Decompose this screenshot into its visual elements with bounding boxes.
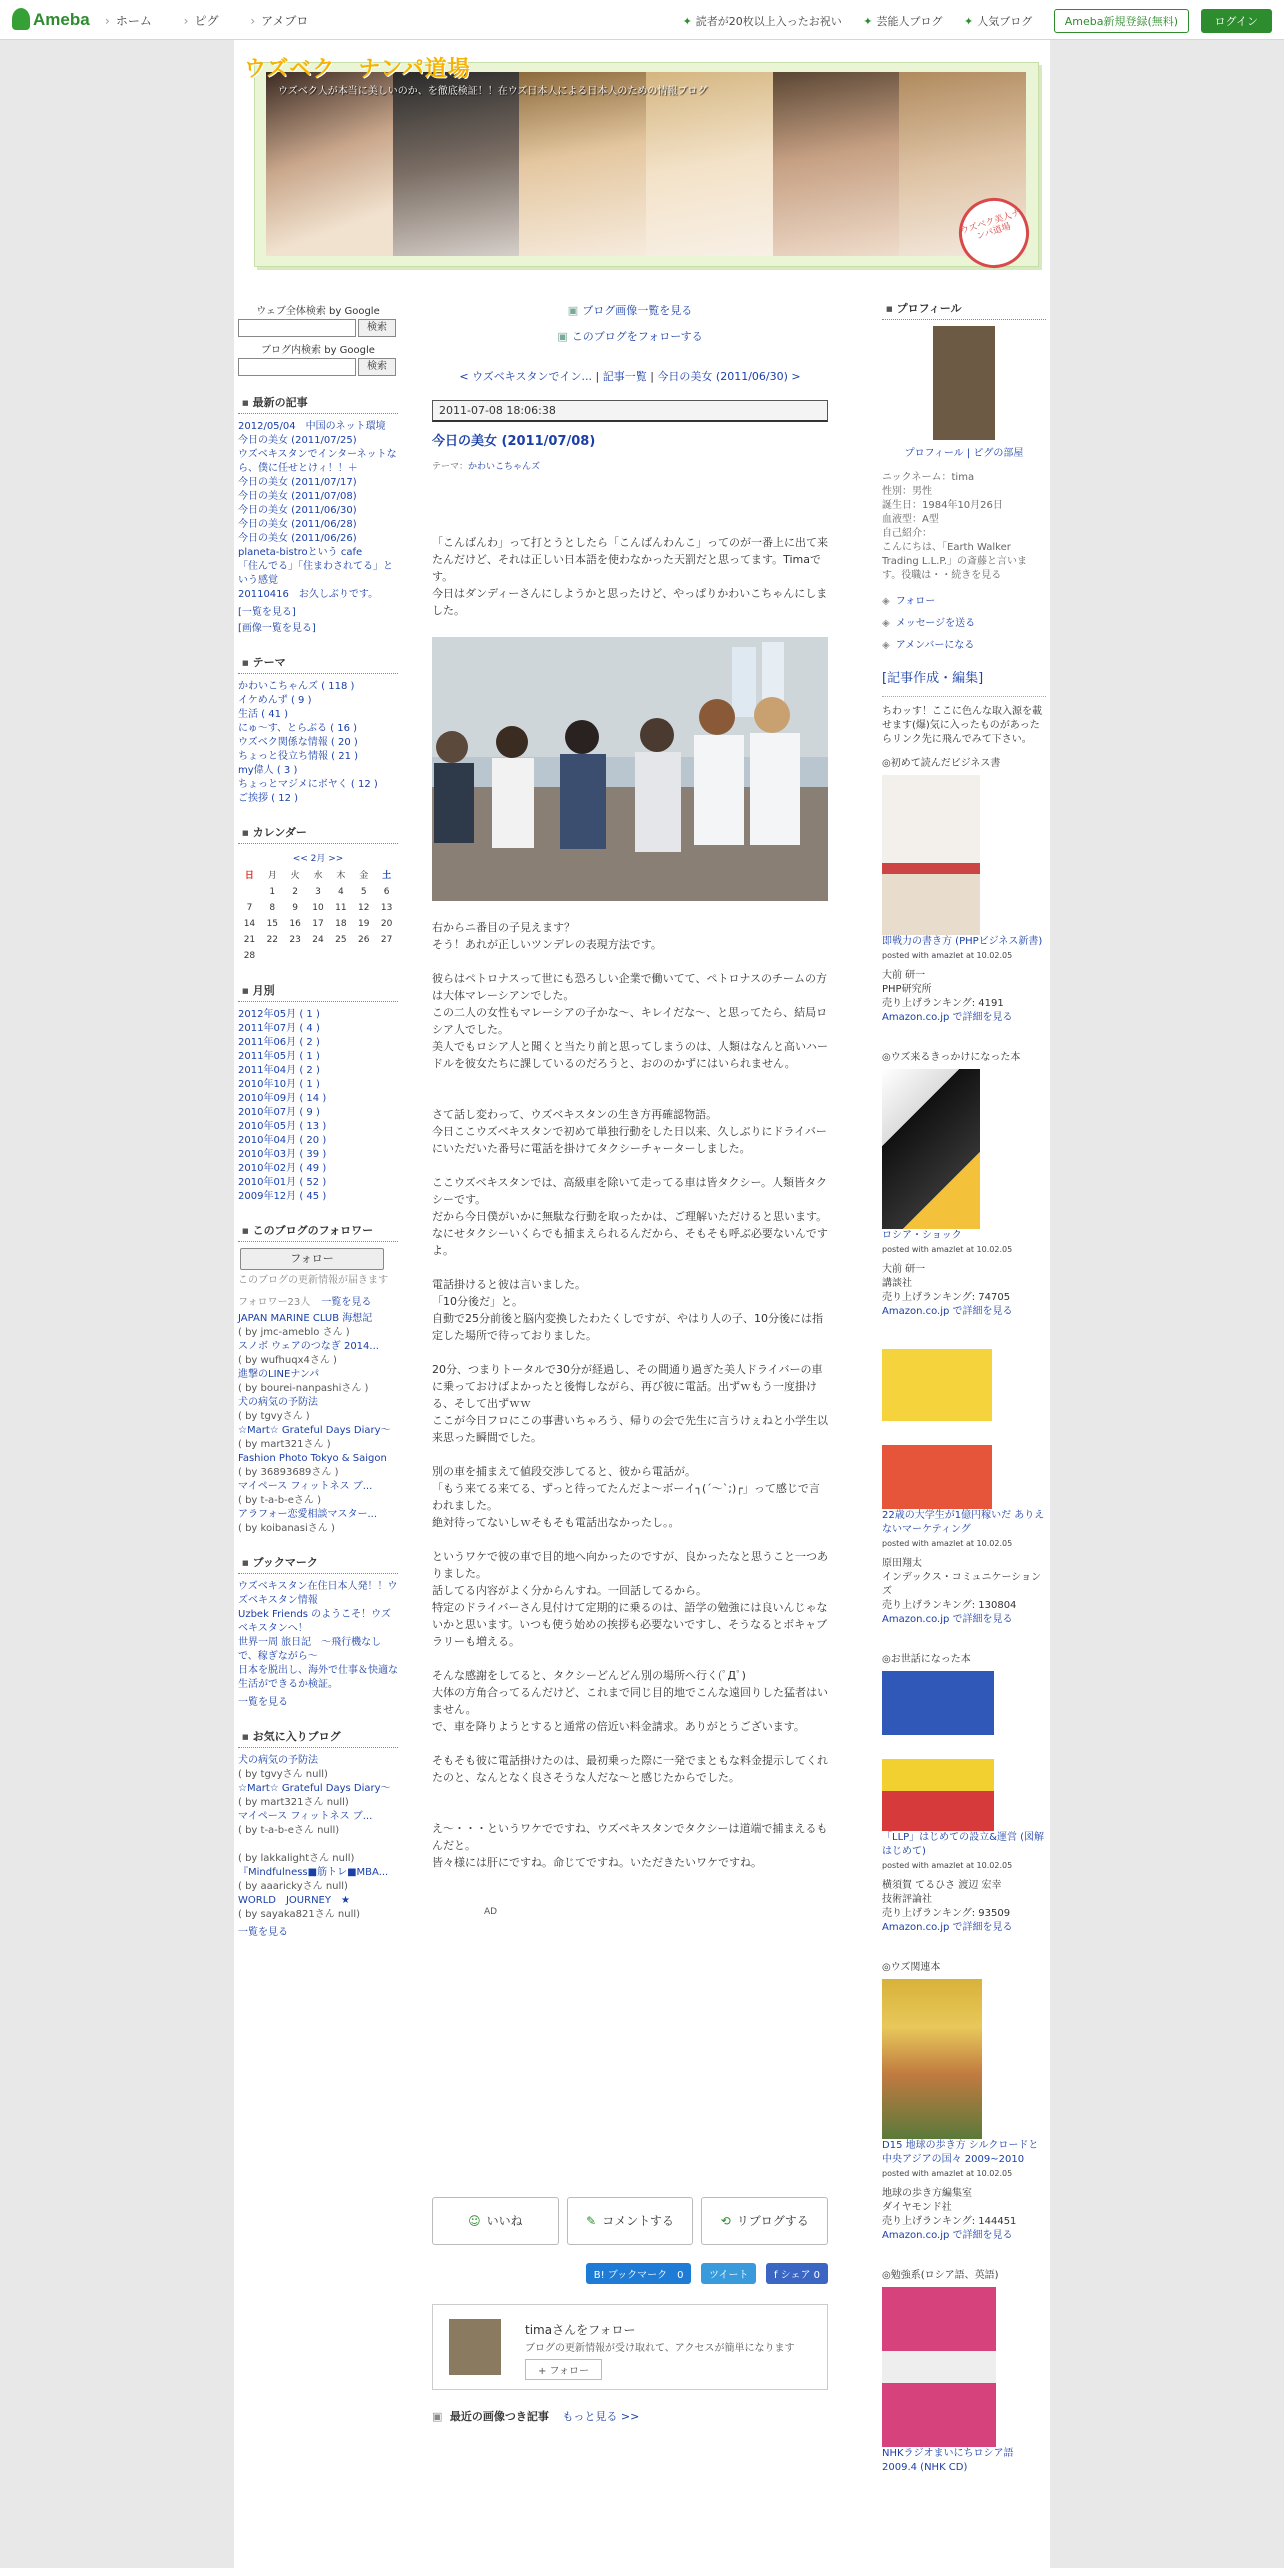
theme-item[interactable]: かわいこちゃんズ ( 118 ) xyxy=(238,681,355,692)
amazon-detail-link[interactable]: Amazon.co.jp で詳細を見る xyxy=(882,1012,1013,1023)
article-paragraph: 電話掛けると彼は言いました。 xyxy=(432,1278,586,1291)
theme-item[interactable]: にゅ～す、とらぶる ( 16 ) xyxy=(238,723,358,734)
profile-blood: 血液型：A型 xyxy=(882,514,939,525)
blog-search-button[interactable]: 検索 xyxy=(358,358,396,376)
calendar-week: 21 22 23 24 25 26 27 xyxy=(243,935,393,945)
favorites-list: 犬の病気の予防法 ( by tgvyさん null) ☆Mart☆ Grateful Days Diary〜 ( by mart321さん null) マイペース フィットネス ブ... ( by t-a-b-eさん null) ( by lakkalightさん null) 『Mindfulness■筋トレ■MBA... ( by aaarickyさん null) WORLD JOURNEY ★ ( by sayaka821さん null) 一覧を見る xyxy=(238,1754,398,1940)
paragraph-gap xyxy=(432,1072,828,1089)
book-section: ◎ウズ関連本 xyxy=(882,1962,941,1973)
paragraph-gap xyxy=(432,1259,828,1276)
blog-search-input[interactable] xyxy=(238,358,356,376)
favorite-name[interactable]: マイペース フィットネス ブ... xyxy=(238,1811,373,1822)
like-button[interactable]: ☺ いいね xyxy=(432,2197,559,2245)
next-article-link[interactable]: 今日の美女 (2011/06/30) > xyxy=(657,370,801,383)
calendar xyxy=(238,850,398,964)
article-paragraph: 彼らはペトロナスって世にも恐ろしい企業で働いてて、ペトロナスのチームの方は大体マレーシアンでした。 xyxy=(432,972,828,1002)
follower-name[interactable]: JAPAN MARINE CLUB 海想記 xyxy=(238,1313,373,1324)
popular-blog-link[interactable]: ✦ 人気ブログ xyxy=(964,15,1032,28)
favorite-name[interactable] xyxy=(238,1838,398,1852)
facebook-share-button[interactable]: f シェア 0 xyxy=(766,2263,828,2284)
article-paragraph: ここが今日フロにこの事書いちゃろう、帰りの会で先生に言うけぇねと小学生以来思った瞬間でした。 xyxy=(432,1414,828,1444)
article-paragraph: 皆々様には肝にですね。命じてですね。いただきたいワケですね。 xyxy=(432,1856,762,1869)
recent-item[interactable]: 今日の美女 (2011/07/25) xyxy=(238,435,357,446)
article-actions xyxy=(432,2197,828,2245)
article-paragraph: え～・・・というワケでですね、ウズベキスタンでタクシーは道端で捕まえるもんだと。 xyxy=(432,1822,828,1852)
prev-article-link[interactable]: < ウズベキスタンでイン... xyxy=(459,370,593,383)
profile-heading: ■ プロフィール xyxy=(882,298,1046,320)
comment-button[interactable]: ✎ コメントする xyxy=(567,2197,694,2245)
follower-name[interactable]: ☆Mart☆ Grateful Days Diary〜 xyxy=(238,1425,391,1436)
sidebar-follow-button[interactable]: フォロー xyxy=(240,1248,384,1270)
book-cover[interactable] xyxy=(882,1671,994,1831)
author-follow-button[interactable]: + フォロー xyxy=(525,2359,602,2380)
article-paragraph: 今日ここウズベキスタンで初めて単独行動をした日以来、久しぶりにドライバーにいただいた番号に電話を掛けてタクシーチャーターしました。 xyxy=(432,1125,827,1155)
theme-item[interactable]: ちょっとマジメにボヤく ( 12 ) xyxy=(238,779,378,790)
blog-search-label: ブログ内検索 by Google xyxy=(261,345,375,356)
article-theme: テーマ：かわいこちゃんズ xyxy=(432,462,541,472)
web-search xyxy=(238,319,398,337)
become-amember-link[interactable]: ◈ アメンバーになる xyxy=(882,635,1046,657)
book-cover[interactable] xyxy=(882,2287,996,2447)
profile-actions xyxy=(882,591,1046,657)
book-cover[interactable] xyxy=(882,1979,982,2139)
article-photo[interactable] xyxy=(432,637,828,901)
book-title[interactable]: ロシア・ショック xyxy=(882,1230,962,1241)
recent-item[interactable]: 今日の美女 (2011/07/17) xyxy=(238,477,357,488)
global-header xyxy=(0,0,1284,40)
bookmark-item[interactable]: 日本を脱出し、海外で仕事＆快適な生活ができるか検証。 xyxy=(238,1665,398,1690)
monthly-list xyxy=(238,1008,398,1204)
celebrity-blog-link[interactable]: ✦ 芸能人ブログ xyxy=(863,15,942,28)
book-cover[interactable] xyxy=(882,1069,980,1229)
monthly-item[interactable]: 2009年12月 ( 45 ) xyxy=(238,1191,327,1202)
amazon-detail-link[interactable]: Amazon.co.jp で詳細を見る xyxy=(882,1614,1013,1625)
book-cover[interactable] xyxy=(882,1349,992,1509)
monthly-item[interactable]: 2011年05月 ( 1 ) xyxy=(238,1051,320,1062)
amazon-detail-link[interactable]: Amazon.co.jp で詳細を見る xyxy=(882,1922,1013,1933)
blog-header xyxy=(234,40,1050,280)
article-column xyxy=(432,298,828,2424)
recent-item[interactable]: planeta-bistroという cafe xyxy=(238,547,363,558)
author-avatar[interactable] xyxy=(449,2319,501,2375)
ad-label: AD xyxy=(484,1907,498,1917)
author-follow-box xyxy=(432,2304,828,2390)
calendar-week: 28 xyxy=(243,951,256,961)
paragraph-gap xyxy=(432,1344,828,1361)
article-paragraph: 今日はダンディーさんにしようかと思ったけど、やっぱりかわいこちゃんにしました。 xyxy=(432,587,828,617)
send-message-link[interactable]: ◈ メッセージを送る xyxy=(882,613,1046,635)
amazon-detail-link[interactable]: Amazon.co.jp で詳細を見る xyxy=(882,1306,1013,1317)
recent-item[interactable]: 今日の美女 (2011/07/08) xyxy=(238,491,357,502)
bookmark-item[interactable]: ウズベキスタン在住日本人発！！ウズベキスタン情報 xyxy=(238,1581,398,1606)
blog-subtitle: ウズベク人が本当に美しいのか、を徹底検証！！在ウズ日本人による日本人のための情報ブログ xyxy=(278,86,708,97)
followers-count: フォロワー23人 xyxy=(238,1297,311,1308)
paragraph-gap xyxy=(432,1803,828,1820)
create-edit-link[interactable]: [記事作成・編集] xyxy=(882,671,984,686)
paragraph-gap xyxy=(432,953,828,970)
article-paragraph: そう！あれが正しいツンデレの表現方法です。 xyxy=(432,938,662,951)
calendar-header: 日 月 火 水 木 金 土 xyxy=(244,871,392,881)
article-paragraph: で、車を降りようとすると通常の倍近い料金請求。ありがとうございます。 xyxy=(432,1720,805,1733)
recent-item[interactable]: 今日の美女 (2011/06/26) xyxy=(238,533,357,544)
recent-item[interactable]: 今日の美女 (2011/06/30) xyxy=(238,505,357,516)
followers-count-row xyxy=(238,1293,398,1308)
recent-more-link[interactable]: [一覧を見る] xyxy=(238,607,296,618)
article-paragraph: 「こんばんわ」って打とうとしたら「こんばんわんこ」ってのが一番上に出て来たんだけど、それは正しい日本語を使わなかった天罰だと思ってます。Timaです。 xyxy=(432,536,828,583)
theme-item[interactable]: 生活 ( 41 ) xyxy=(238,709,289,720)
article-title[interactable]: 今日の美女 (2011/07/08) xyxy=(432,434,596,449)
header-badge: ウズベク美人ナンパ道場 xyxy=(950,189,1038,277)
monthly-item[interactable]: 2012年05月 ( 1 ) xyxy=(238,1009,320,1020)
calendar-week: 1 2 3 4 5 6 xyxy=(269,887,390,897)
follower-name[interactable]: 進撃のLINEナンパ xyxy=(238,1369,320,1380)
article-paragraph: だから今日僕がいかに無駄な行動を取ったかは、ご理解いただけると思います。なにせタクシーいくらでも捕まえられるんだから、そもそも呼ぶ必要ないんですよ。 xyxy=(432,1210,828,1257)
blog-search xyxy=(238,358,398,376)
follower-name[interactable]: Fashion Photo Tokyo & Saigon xyxy=(238,1453,387,1464)
followers-list-link[interactable]: 一覧を見る xyxy=(321,1297,372,1308)
calendar-nav[interactable]: << 2月 >> xyxy=(292,854,344,864)
paragraph-gap xyxy=(432,1786,828,1803)
profile-photo[interactable] xyxy=(933,326,995,440)
article-paragraph: 右からニ番目の子見えます？ xyxy=(432,921,575,934)
book-cover[interactable] xyxy=(882,775,980,935)
follower-name[interactable]: アラフォー恋愛相談マスター... xyxy=(238,1509,378,1520)
article-paragraph: そもそも彼に電話掛けたのは、最初乗った際に一発でまともな料金提示してくれたのと、なんとなく良さそうな人だな～と感じたからでした。 xyxy=(432,1754,828,1784)
article-index-link[interactable]: 記事一覧 xyxy=(602,370,647,383)
header-photo xyxy=(519,72,646,256)
follower-name[interactable]: スノボ ウェアのつなぎ 2014... xyxy=(238,1341,379,1352)
book-section: ◎ウズ来るきっかけになった本 xyxy=(882,1052,1021,1063)
monthly-item[interactable]: 2010年04月 ( 20 ) xyxy=(238,1135,327,1146)
tweet-button[interactable]: ツイート xyxy=(701,2263,757,2284)
theme-heading: ■ テーマ xyxy=(238,652,398,674)
header-photo xyxy=(773,72,900,256)
article-top-links xyxy=(432,298,828,350)
paragraph-gap xyxy=(432,1531,828,1548)
sidebar-note: ちわッす！ここに色んな取入源を載せます(爆)気に入ったものがあったらリンク先に飛んでみて下さい。 xyxy=(882,696,1046,747)
right-sidebar xyxy=(882,298,1046,2475)
monthly-item[interactable]: 2011年06月 ( 2 ) xyxy=(238,1037,320,1048)
monthly-item[interactable]: 2010年09月 ( 14 ) xyxy=(238,1093,327,1104)
book-section: ◎勉強系(ロシア語、英語) xyxy=(882,2270,999,2281)
article-paragraph: 別の車を捕まえて値段交渉してると、彼から電話が。 xyxy=(432,1465,696,1478)
article-paragraph: 「もう来てる来てる、ずっと待ってたんだよ～ボーイ┐(´～`;)┌」って感じで言われました。 xyxy=(432,1482,820,1512)
paragraph-gap xyxy=(432,1650,828,1667)
monthly-item[interactable]: 2010年03月 ( 39 ) xyxy=(238,1149,327,1160)
monthly-item[interactable]: 2010年10月 ( 1 ) xyxy=(238,1079,320,1090)
recent-image-articles xyxy=(432,2408,828,2424)
celebration-link[interactable]: ✦ 読者が20枚以上入ったお祝い xyxy=(683,15,842,28)
book-section: ◎お世話になった本 xyxy=(882,1654,971,1665)
article-paragraph: 話してる内容がよく分からんすね。一回話してるから。 xyxy=(432,1584,707,1597)
article-date: 2011-07-08 18:06:38 xyxy=(432,400,828,422)
bookmark-list xyxy=(238,1580,398,1710)
monthly-item[interactable]: 2010年07月 ( 9 ) xyxy=(238,1107,320,1118)
follow-blog-link[interactable]: ▣ このブログをフォローする xyxy=(432,324,828,350)
header-right xyxy=(683,9,1272,33)
favorites-more-link[interactable]: 一覧を見る xyxy=(238,1927,288,1938)
article-paragraph: 自動で25分前後と脳内変換したわたくしですが、やはり人の子、10分後には指定した場所で待っておりました。 xyxy=(432,1312,823,1342)
reblog-button[interactable]: ⟲ リブログする xyxy=(701,2197,828,2245)
author-follow-title: timaさんをフォロー xyxy=(525,2323,636,2337)
theme-item[interactable]: イケめんず ( 9 ) xyxy=(238,695,312,706)
profile-follow-link[interactable]: ◈ フォロー xyxy=(882,591,1046,613)
profile-links[interactable]: プロフィール | ピグの部屋 xyxy=(904,448,1024,459)
recent-heading: ■ 最新の記事 xyxy=(238,392,398,414)
article-paragraph: 美人でもロシア人と聞くと当たり前と思ってしまうのは、人類はなんと高いハードルを彼女たちに課しているのだろうと、おののかずにはいられません。 xyxy=(432,1040,828,1070)
ad-area xyxy=(432,1917,828,2197)
book-title[interactable]: 即戦力の書き方 (PHPビジネス新書) xyxy=(882,936,1043,947)
theme-item[interactable]: ご挨拶 ( 12 ) xyxy=(238,793,299,804)
web-search-button[interactable]: 検索 xyxy=(358,319,396,337)
article-paragraph: ここウズベキスタンでは、高級車を除いて走ってる車は皆タクシー。人類皆タクシーです。 xyxy=(432,1176,828,1206)
paragraph-gap xyxy=(432,1446,828,1463)
profile-gender: 性別：男性 xyxy=(882,486,932,497)
article-paragraph: そんな感謝をしてると、タクシーどんどん別の場所へ行く(ﾟДﾟ) xyxy=(432,1669,746,1682)
calendar-week: 14 15 16 17 18 19 20 xyxy=(243,919,393,929)
article-paragraph: 大体の方角合ってるんだけど、これまで同じ目的地でこんな遠回りした猛者はいません。 xyxy=(432,1686,828,1716)
web-search-input[interactable] xyxy=(238,319,356,337)
ameba-logo[interactable]: Ameba xyxy=(12,8,90,30)
left-sidebar xyxy=(238,298,398,1940)
article-paragraph: さて話し変わって、ウズベキスタンの生き方再確認物語。 xyxy=(432,1108,718,1121)
monthly-item[interactable]: 2011年04月 ( 2 ) xyxy=(238,1065,320,1076)
article-paragraph: 特定のドライバーさん見付けて定期的に乗るのは、語学の勉強には良いんじゃないかと思います。いつも使う始めの挨拶も必要ないですし、そうなるとボキャブラリーも増える。 xyxy=(432,1601,828,1648)
image-list-link[interactable]: [画像一覧を見る] xyxy=(238,623,316,634)
article-paragraph: 「10分後だ」と。 xyxy=(432,1295,523,1308)
calendar-heading: ■ カレンダー xyxy=(238,822,398,844)
favorite-name[interactable]: 犬の病気の予防法 xyxy=(238,1755,318,1766)
recent-item[interactable]: 20110416 お久しぶりです。 xyxy=(238,589,379,600)
theme-item[interactable]: my偉人 ( 3 ) xyxy=(238,765,298,776)
recent-item[interactable]: 今日の美女 (2011/06/28) xyxy=(238,519,357,530)
theme-item[interactable]: ちょっと役立ち情報 ( 21 ) xyxy=(238,751,359,762)
article-paragraph: この二人の女性もマレーシアの子かな～、キレイだな～、と思ってたら、結局ロシア人でした。 xyxy=(432,1006,828,1036)
calendar-week: 7 8 9 10 11 12 13 xyxy=(246,903,393,913)
article-pager: < ウズベキスタンでイン... | 記事一覧 | 今日の美女 (2011/06/30) > xyxy=(459,370,801,383)
social-buttons xyxy=(432,2263,828,2284)
profile-intro-label: 自己紹介： xyxy=(882,528,932,539)
amazon-widget: ◎初めて読んだビジネス書 即戦力の書き方 (PHPビジネス新書) posted with amazlet at 10.02.05 大前 研一 PHP研究所 売り上げランキング: 4191 Amazon.co.jp で詳細を見る ◎ウズ来るきっかけになった本 ロシア・ショック posted with amazlet at 10.02.05 大前 研一 講談社 売り上げランキング: 74705 Amazon.co.jp で詳細を見る 22歳の大学生が1億円稼いだ ありえないマーケティング posted with amazlet at 10.02.05 原田翔太 インデックス・コミュニケーションズ 売り上げランキング: 130804 Amazon.co.jp で詳細を見る ◎お世話になった本 「LLP」はじめての設立&運営 (図解はじめて) posted with amazlet at 10.02.05 横須賀 てるひさ 渡辺 宏幸 技術評論社 売り上げランキング: 93509 Amazon.co.jp で詳細を見る ◎ウズ関連本 D15 地球の歩き方 シルクロードと中央アジアの国々 2009~2010 posted with amazlet at 10.02.05 地球の歩き方編集室 ダイヤモンド社 売り上げランキング: 144451 Amazon.co.jp で詳細を見る ◎勉強系(ロシア語、英語) NHKラジオまいにちロシア語 2009.4 (NHK CD) xyxy=(882,758,1045,2473)
profile-birthday: 誕生日：1984年10月26日 xyxy=(882,500,1003,511)
paragraph-gap xyxy=(432,1089,828,1106)
article-paragraph: 20分、つまりトータルで30分が経過し、その間通り過ぎた美人ドライバーの車に乗っておけばよかったと後悔しながら、再び彼に電話。出ずｗもう一度掛ける、そして出ずｗｗ xyxy=(432,1363,823,1410)
header-photo xyxy=(266,72,393,256)
favorite-name[interactable]: ☆Mart☆ Grateful Days Diary〜 xyxy=(238,1783,391,1794)
followers-note: このブログの更新情報が届きます xyxy=(238,1275,388,1286)
nav-ameblo-link[interactable]: › アメブロ xyxy=(250,14,308,28)
monthly-item[interactable]: 2011年07月 ( 4 ) xyxy=(238,1023,320,1034)
theme-item[interactable]: ウズベク関係な情報 ( 20 ) xyxy=(238,737,358,748)
book-title[interactable]: NHKラジオまいにちロシア語 2009.4 (NHK CD) xyxy=(882,2448,1014,2473)
recent-item[interactable]: 「住んでる」「住まわされてる」という感覚 xyxy=(238,561,393,586)
header-photo xyxy=(646,72,773,256)
bookmark-more-link[interactable]: 一覧を見る xyxy=(238,1697,288,1708)
nav-home-link[interactable]: › ホーム xyxy=(105,14,152,28)
article-theme-link[interactable]: かわいこちゃんズ xyxy=(468,462,541,472)
comment-icon: ✎ xyxy=(586,2214,597,2228)
image-article-icon: ▣ xyxy=(432,2410,443,2423)
amazon-detail-link[interactable]: Amazon.co.jp で詳細を見る xyxy=(882,2230,1013,2241)
blog-page xyxy=(234,40,1050,2568)
smile-icon: ☺ xyxy=(468,2214,481,2228)
followers-heading: ■ このブログのフォロワー xyxy=(238,1220,398,1242)
article-paragraph: 絶対待ってないしｗそもそも電話出なかったし。。 xyxy=(432,1516,680,1529)
recent-images-heading: 最近の画像つき記事 xyxy=(449,2410,549,2423)
profile-details xyxy=(882,471,1046,583)
book-title[interactable]: D15 地球の歩き方 シルクロードと中央アジアの国々 2009~2010 xyxy=(882,2140,1039,2165)
header-photo xyxy=(393,72,520,256)
follower-name[interactable]: マイペース フィットネス ブ... xyxy=(238,1481,373,1492)
blog-title[interactable]: ウズベク ナンパ道場 xyxy=(244,57,471,82)
paragraph-gap xyxy=(432,1157,828,1174)
ameba-mark-icon xyxy=(12,8,30,30)
theme-list xyxy=(238,680,398,806)
hatena-bookmark-button[interactable]: B! ブックマーク 0 xyxy=(586,2263,692,2284)
monthly-item[interactable]: 2010年05月 ( 13 ) xyxy=(238,1121,327,1132)
author-follow-desc: ブログの更新情報が受け取れて、アクセスが簡単になります xyxy=(525,2343,795,2354)
bookmark-heading: ■ ブックマーク xyxy=(238,1552,398,1574)
monthly-item[interactable]: 2010年01月 ( 52 ) xyxy=(238,1177,327,1188)
favorite-name[interactable]: 『Mindfulness■筋トレ■MBA... xyxy=(238,1867,389,1878)
book-section: ◎初めて読んだビジネス書 xyxy=(882,758,1001,769)
book-title[interactable]: 22歳の大学生が1億円稼いだ ありえないマーケティング xyxy=(882,1510,1045,1535)
web-search-label: ウェブ全体検索 by Google xyxy=(256,306,380,317)
recent-list xyxy=(238,420,398,636)
article-body-continued xyxy=(432,919,828,1871)
monthly-heading: ■ 月別 xyxy=(238,980,398,1002)
recent-item[interactable]: ウズベキスタンでインターネットなら、僕に任せとけィ！！＋ xyxy=(238,449,397,474)
blog-image-list-link[interactable]: ▣ ブログ画像一覧を見る xyxy=(432,298,828,324)
paragraph-gap xyxy=(432,1735,828,1752)
reblog-icon: ⟲ xyxy=(720,2214,731,2228)
bookmark-item[interactable]: Uzbek Friends のようこそ！ウズベキスタンへ！ xyxy=(238,1609,391,1634)
profile-intro: こんにちは、「Earth Walker Trading L.L.P.」の斎藤と言います。役職は・・続きを見る xyxy=(882,542,1028,581)
recent-images-more-link[interactable]: もっと見る >> xyxy=(562,2410,640,2423)
profile-nickname: ニックネーム：tima xyxy=(882,472,975,483)
recent-item[interactable]: 2012/05/04 中国のネット環境 xyxy=(238,421,386,432)
favorite-name[interactable]: WORLD JOURNEY ★ xyxy=(238,1895,350,1906)
favorites-heading: ■ お気に入りブログ xyxy=(238,1726,398,1748)
global-nav xyxy=(105,12,336,29)
header-photos xyxy=(266,72,1026,256)
bookmark-item[interactable]: 世界一周 旅日記 ～飛行機なしで、稼ぎながら～ xyxy=(238,1637,382,1662)
follower-name[interactable]: 犬の病気の予防法 xyxy=(238,1397,318,1408)
login-button[interactable]: ログイン xyxy=(1201,9,1272,33)
followers-list: JAPAN MARINE CLUB 海想記 ( by jmc-ameblo さん ) スノボ ウェアのつなぎ 2014... ( by wufhuqx4さん ) 進撃のLINEナンパ ( by bourei-nanpashiさん ) 犬の病気の予防法 ( by tgvyさん ) ☆Mart☆ Grateful Days Diary〜 ( by mart321さん ) Fashion Photo Tokyo & Saigon ( by 36893689さん ) マイペース フィットネス ブ... ( by t-a-b-eさん ) アラフォー恋愛相談マスター... ( by koibanasiさん ) xyxy=(238,1312,398,1536)
article-paragraph: というワケで彼の車で目的地へ向かったのですが、良かったなと思うこと一つありました。 xyxy=(432,1550,828,1580)
nav-pigg-link[interactable]: › ピグ xyxy=(184,14,219,28)
article-photo-image xyxy=(432,637,828,901)
book-title[interactable]: 「LLP」はじめての設立&運営 (図解はじめて) xyxy=(882,1832,1045,1857)
article-body xyxy=(432,534,828,619)
register-button[interactable]: Ameba新規登録(無料) xyxy=(1054,9,1189,33)
monthly-item[interactable]: 2010年02月 ( 49 ) xyxy=(238,1163,327,1174)
